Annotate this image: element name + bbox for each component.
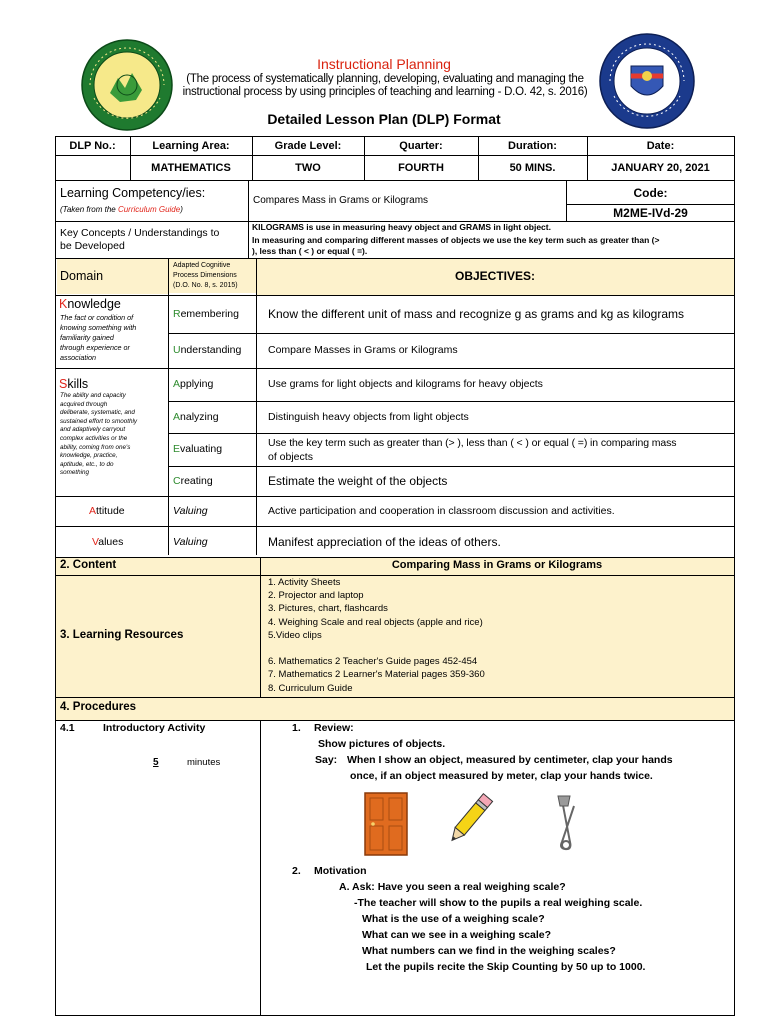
minutes-label: minutes: [187, 757, 221, 768]
level-creating: Creating: [173, 475, 213, 487]
values-level: Valuing: [173, 536, 208, 548]
motivation-line: What numbers can we find in the weighing scales?: [362, 945, 616, 957]
level-evaluating: Evaluating: [173, 443, 223, 455]
info-header-quarter: Quarter:: [399, 140, 443, 152]
minutes-number: 5: [153, 757, 159, 768]
motivation-line: Let the pupils recite the Skip Counting by 50 up to 1000.: [366, 961, 646, 973]
header-title: Instructional Planning: [317, 56, 451, 72]
info-value-grade-level: TWO: [295, 162, 321, 174]
values-objective: Manifest appreciation of the ideas of others.: [268, 535, 501, 549]
info-value-learning-area: MATHEMATICS: [151, 162, 231, 174]
say-line2: once, if an object measured by meter, clap your hands twice.: [350, 770, 653, 782]
knowledge-title: Knowledge: [59, 297, 121, 311]
competency-label: Learning Competency/ies:: [60, 186, 206, 200]
info-value-quarter: FOURTH: [398, 162, 444, 174]
say-label: Say:: [315, 754, 338, 766]
skills-title: Skills: [59, 377, 89, 391]
info-value-duration: 50 MINS.: [509, 162, 556, 174]
adapted-line2: Process Dimensions: [173, 272, 237, 279]
level-understanding: Understanding: [173, 344, 242, 356]
attitude-title: Attitude: [89, 505, 125, 517]
key-concepts-line3: ), less than ( < ) or equal ( =).: [252, 246, 368, 256]
key-concepts-line2: In measuring and comparing different masses of objects we use the key term such as greater than (>: [252, 235, 660, 245]
resources-list: [268, 576, 485, 695]
objective-evaluating-line1: Use the key term such as greater than (> ), less than ( < ) or equal ( =) in comparing mass: [268, 437, 677, 449]
objective-creating: Estimate the weight of the objects: [268, 474, 448, 488]
motivation-line: -The teacher will show to the pupils a real weighing scale.: [354, 897, 643, 909]
door-icon: [364, 792, 408, 856]
procedures-label: 4. Procedures: [60, 701, 137, 713]
review-number: 1.: [292, 722, 301, 734]
objective-evaluating-line2: of objects: [268, 451, 313, 463]
knowledge-description: The fact or condition of knowing something with familiarity gained through experience or association: [60, 313, 137, 362]
review-instruction: Show pictures of objects.: [318, 738, 446, 750]
resource-item: 3. Pictures, chart, flashcards: [268, 603, 388, 615]
objectives-header: OBJECTIVES:: [454, 269, 535, 283]
info-header-date: Date:: [646, 140, 675, 152]
code-value: M2ME-IVd-29: [613, 206, 688, 220]
pencil-icon: [444, 789, 496, 849]
say-line1: When I show an object, measured by centimeter, clap your hands: [347, 754, 673, 766]
level-applying: Applying: [173, 378, 214, 390]
key-concepts-label-line1: Key Concepts / Understandings to: [60, 227, 220, 239]
domain-header: Domain: [60, 269, 104, 283]
attitude-objective: Active participation and cooperation in classroom discussion and activities.: [268, 505, 615, 517]
safety-pin-icon: [548, 792, 588, 854]
attitude-level: Valuing: [173, 505, 208, 517]
motivation-line: What can we see in a weighing scale?: [362, 929, 552, 941]
resource-item: 5.Video clips: [268, 629, 322, 641]
info-header-dlp-no: DLP No.:: [69, 140, 116, 152]
motivation-title: Motivation: [314, 865, 367, 877]
values-title: Values: [92, 536, 124, 548]
resource-item: 8. Curriculum Guide: [268, 682, 353, 694]
resource-item: 7. Mathematics 2 Learner's Material pages 359-360: [268, 669, 485, 681]
content-label: 2. Content: [60, 559, 117, 571]
info-header-learning-area: Learning Area:: [152, 140, 230, 152]
resources-label: 3. Learning Resources: [60, 629, 184, 641]
objective-analyzing: Distinguish heavy objects from light objects: [268, 411, 469, 423]
motivation-line: What is the use of a weighing scale?: [362, 913, 545, 925]
objective-remembering: Know the different unit of mass and recognize g as grams and kg as kilograms: [268, 307, 684, 321]
info-header-grade-level: Grade Level:: [274, 140, 342, 152]
curriculum-guide-note: Curriculum Guide: [117, 205, 181, 214]
key-concepts-label-line2: be Developed: [60, 240, 125, 252]
introductory-activity-label: Introductory Activity: [103, 722, 206, 734]
motivation-line: A. Ask: Have you seen a real weighing scale?: [339, 881, 566, 893]
info-value-date: JANUARY 20, 2021: [611, 162, 710, 174]
resource-item: 2. Projector and laptop: [268, 590, 364, 602]
code-label: Code:: [633, 186, 668, 200]
resource-item: 4. Weighing Scale and real objects (apple and rice): [268, 616, 483, 628]
resource-item: 6. Mathematics 2 Teacher's Guide pages 452-454: [268, 656, 478, 668]
objective-applying: Use grams for light objects and kilograms for heavy objects: [268, 378, 543, 390]
motivation-number: 2.: [292, 865, 301, 877]
level-analyzing: Analyzing: [173, 411, 219, 423]
resource-item: [268, 642, 485, 655]
procedure-number: 4.1: [60, 722, 75, 734]
competency-text: Compares Mass in Grams or Kilograms: [253, 195, 429, 206]
review-title: Review:: [314, 722, 354, 734]
adapted-line3: (D.O. No. 8, s. 2015): [173, 282, 238, 289]
adapted-line1: Adapted Cognitive: [173, 262, 231, 269]
document-title: Detailed Lesson Plan (DLP) Format: [267, 111, 501, 127]
objective-understanding: Compare Masses in Grams or Kilograms: [268, 344, 458, 356]
header-subtitle-line1: (The process of systematically planning, developing, evaluating and managing the: [186, 73, 584, 85]
header-subtitle-line2: instructional process by using principles of teaching and learning - D.O. 42, s. 2016): [182, 86, 588, 98]
resource-item: 1. Activity Sheets: [268, 577, 341, 588]
key-concepts-line1: KILOGRAMS is use in measuring heavy object and GRAMS in light object.: [252, 222, 551, 232]
competency-note: (Taken from the Curriculum Guide): [60, 205, 183, 214]
info-header-duration: Duration:: [508, 140, 557, 152]
level-remembering: Remembering: [173, 308, 239, 320]
content-text: Comparing Mass in Grams or Kilograms: [391, 559, 603, 571]
skills-description: The ability and capacity acquired through deliberate, systematic, and sustained effort to smoothly and adaptively carryout complex activities or the ability, coming from one's knowledge, practice, aptitude, etc., to do something: [60, 392, 138, 477]
